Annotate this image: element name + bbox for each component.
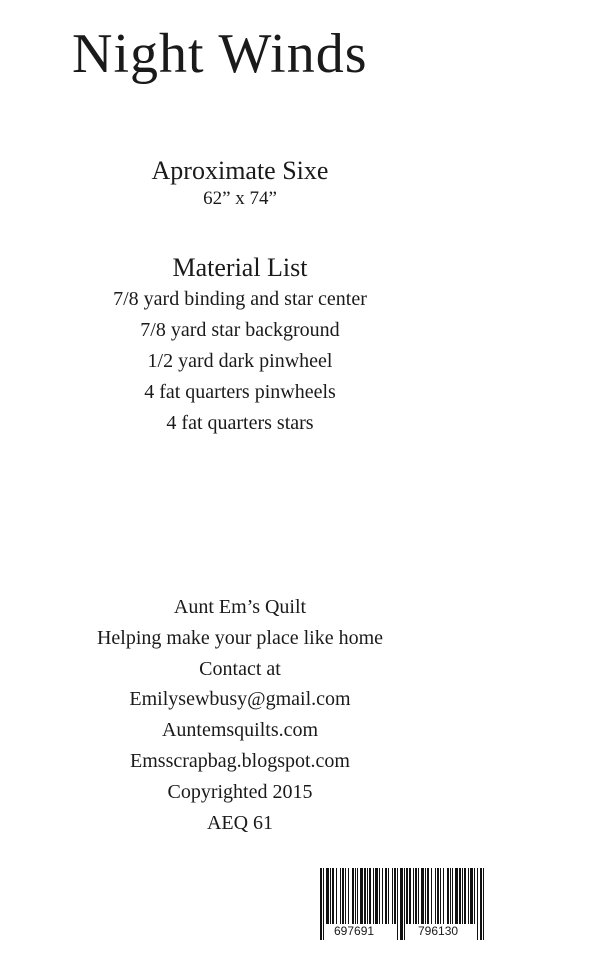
barcode-bar	[340, 868, 341, 924]
barcode-bar	[459, 868, 461, 924]
barcode-left-digits: 697691	[334, 924, 375, 938]
barcode-bar	[330, 868, 331, 924]
barcode-bar	[470, 868, 473, 924]
size-value: 62” x 74”	[203, 188, 277, 209]
pattern-title: Night Winds	[72, 23, 368, 85]
barcode-bar	[382, 868, 383, 924]
barcode-bar	[480, 868, 482, 940]
barcode-bar	[364, 868, 366, 924]
material-item: 4 fat quarters stars	[166, 412, 314, 434]
barcode-bar	[388, 868, 389, 924]
barcode-bar	[483, 868, 484, 940]
contact-label: Contact at	[199, 657, 281, 680]
barcode-bar	[400, 868, 403, 940]
barcode-bar	[336, 868, 337, 924]
barcode-bar	[357, 868, 358, 924]
material-item: 1/2 yard dark pinwheel	[147, 350, 333, 372]
barcode-bar	[385, 868, 387, 924]
material-item: 4 fat quarters pinwheels	[144, 381, 336, 403]
barcode-bar	[320, 868, 322, 940]
barcode-bar	[421, 868, 424, 924]
size-heading: Aproximate Sixe	[151, 156, 329, 185]
barcode-bar	[332, 868, 334, 924]
barcode-bar	[369, 868, 371, 924]
barcode-bar	[464, 868, 466, 924]
barcode-bar	[418, 868, 419, 924]
barcode-bar	[323, 868, 324, 940]
barcode-bar	[452, 868, 453, 924]
barcode-bar	[409, 868, 411, 924]
barcode-bar	[462, 868, 463, 924]
barcode-bar	[326, 868, 329, 924]
barcode-bar	[345, 868, 346, 924]
barcode-bar	[450, 868, 451, 924]
barcode-bar	[431, 868, 432, 924]
barcode-bar	[379, 868, 380, 924]
email-text: Emilysewbusy@gmail.com	[129, 688, 351, 711]
barcode-bar	[348, 868, 349, 924]
barcode-bar	[437, 868, 439, 924]
barcode-bar	[406, 868, 408, 924]
barcode-bar	[427, 868, 429, 924]
barcode-bar	[447, 868, 449, 924]
barcode-bar	[413, 868, 414, 924]
barcode-bar	[360, 868, 363, 924]
barcode-bar	[440, 868, 441, 924]
material-heading: Material List	[172, 253, 308, 282]
barcode-bar	[443, 868, 444, 924]
blog-text: Emsscrapbag.blogspot.com	[130, 749, 350, 772]
barcode-bar	[342, 868, 344, 924]
tagline: Helping make your place like home	[96, 626, 383, 649]
barcode-bar	[425, 868, 426, 924]
barcode-bar	[455, 868, 458, 924]
website-text: Auntemsquilts.com	[161, 719, 319, 742]
material-section	[0, 253, 480, 439]
product-code: AEQ 61	[206, 811, 274, 834]
barcode-bar	[392, 868, 393, 924]
barcode-bar	[355, 868, 356, 924]
barcode-bar	[397, 868, 398, 940]
barcode-bar	[352, 868, 354, 924]
barcode-bar	[404, 868, 405, 940]
barcode-bar	[435, 868, 436, 924]
barcode-bar	[474, 868, 475, 924]
material-list	[0, 284, 480, 439]
barcode-bar	[415, 868, 417, 924]
barcode	[318, 866, 486, 942]
barcode-bar	[375, 868, 378, 924]
barcode-right-digits: 796130	[418, 924, 459, 938]
material-item: 7/8 yard binding and star center	[113, 288, 367, 310]
barcode-bar	[367, 868, 368, 924]
barcode-bar	[468, 868, 469, 924]
barcode-bar	[373, 868, 374, 924]
barcode-bar	[394, 868, 396, 924]
barcode-bar	[477, 868, 478, 940]
contact-section	[0, 592, 480, 838]
company-name: Aunt Em’s Quilt	[173, 596, 307, 618]
copyright-text: Copyrighted 2015	[167, 780, 313, 803]
material-item: 7/8 yard star background	[140, 319, 340, 341]
size-section	[0, 156, 480, 210]
